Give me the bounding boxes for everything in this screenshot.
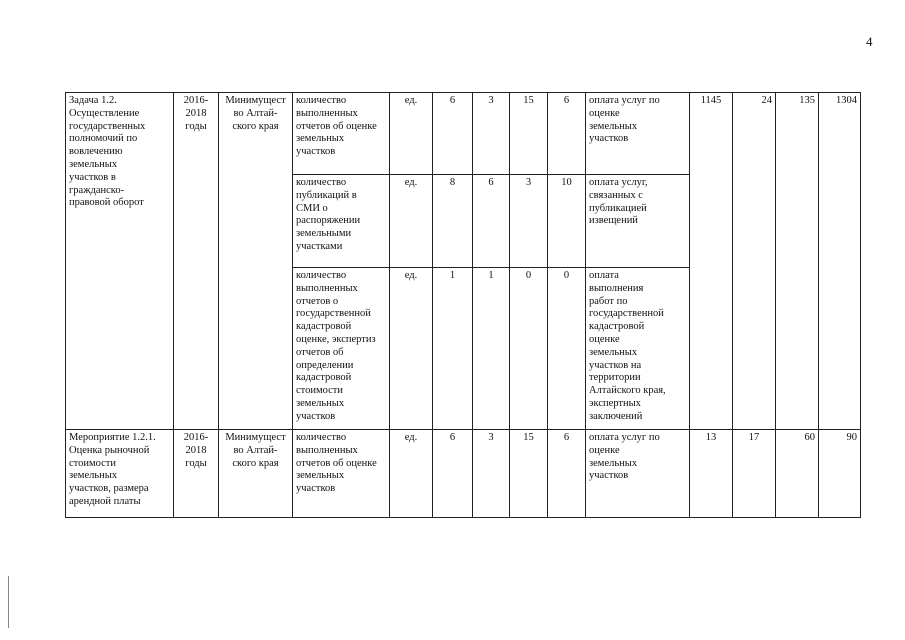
value-cell: 1 [433, 268, 473, 430]
expense-cell: оплата услуг по оценке земельных участков [586, 93, 690, 175]
period-cell: 2016- 2018 годы [174, 93, 219, 430]
funding-cell: 1145 [690, 93, 733, 430]
funding-cell: 13 [690, 430, 733, 518]
expense-cell: оплата услуг, связанных с публикацией извещений [586, 175, 690, 268]
task-cell: Задача 1.2. Осуществление государственных полномочий по вовлечению земельных участков в гражданско- правовой оборот [66, 93, 174, 430]
value-cell: 3 [473, 430, 510, 518]
program-table [65, 92, 861, 518]
value-cell: 15 [510, 93, 548, 175]
indicator-cell: количество публикаций в СМИ о распоряжении земельными участками [293, 175, 390, 268]
scan-margin-line [8, 576, 9, 628]
funding-cell: 90 [819, 430, 861, 518]
unit-cell: ед. [390, 268, 433, 430]
task-cell: Мероприятие 1.2.1. Оценка рыночной стоимости земельных участков, размера арендной платы [66, 430, 174, 518]
funding-cell: 135 [776, 93, 819, 430]
unit-cell: ед. [390, 93, 433, 175]
table-row [66, 93, 861, 175]
expense-cell: оплата выполнения работ по государственной кадастровой оценке земельных участков на территории Алтайского края, экспертных заключений [586, 268, 690, 430]
funding-cell: 24 [733, 93, 776, 430]
value-cell: 8 [433, 175, 473, 268]
value-cell: 6 [548, 430, 586, 518]
value-cell: 6 [433, 93, 473, 175]
table-row [66, 430, 861, 518]
funding-cell: 17 [733, 430, 776, 518]
page-number: 4 [866, 34, 873, 49]
funding-cell: 60 [776, 430, 819, 518]
value-cell: 15 [510, 430, 548, 518]
indicator-cell: количество выполненных отчетов об оценке земельных участков [293, 430, 390, 518]
value-cell: 10 [548, 175, 586, 268]
executor-cell: Минимущест во Алтай- ского края [219, 93, 293, 430]
unit-cell: ед. [390, 175, 433, 268]
value-cell: 1 [473, 268, 510, 430]
value-cell: 6 [473, 175, 510, 268]
value-cell: 3 [510, 175, 548, 268]
period-cell: 2016- 2018 годы [174, 430, 219, 518]
funding-cell: 1304 [819, 93, 861, 430]
value-cell: 6 [433, 430, 473, 518]
indicator-cell: количество выполненных отчетов о государственной кадастровой оценке, экспертиз отчетов об определении кадастровой стоимости земельных участков [293, 268, 390, 430]
expense-cell: оплата услуг по оценке земельных участков [586, 430, 690, 518]
unit-cell: ед. [390, 430, 433, 518]
value-cell: 0 [510, 268, 548, 430]
executor-cell: Минимущест во Алтай- ского края [219, 430, 293, 518]
value-cell: 0 [548, 268, 586, 430]
value-cell: 6 [548, 93, 586, 175]
value-cell: 3 [473, 93, 510, 175]
indicator-cell: количество выполненных отчетов об оценке земельных участков [293, 93, 390, 175]
